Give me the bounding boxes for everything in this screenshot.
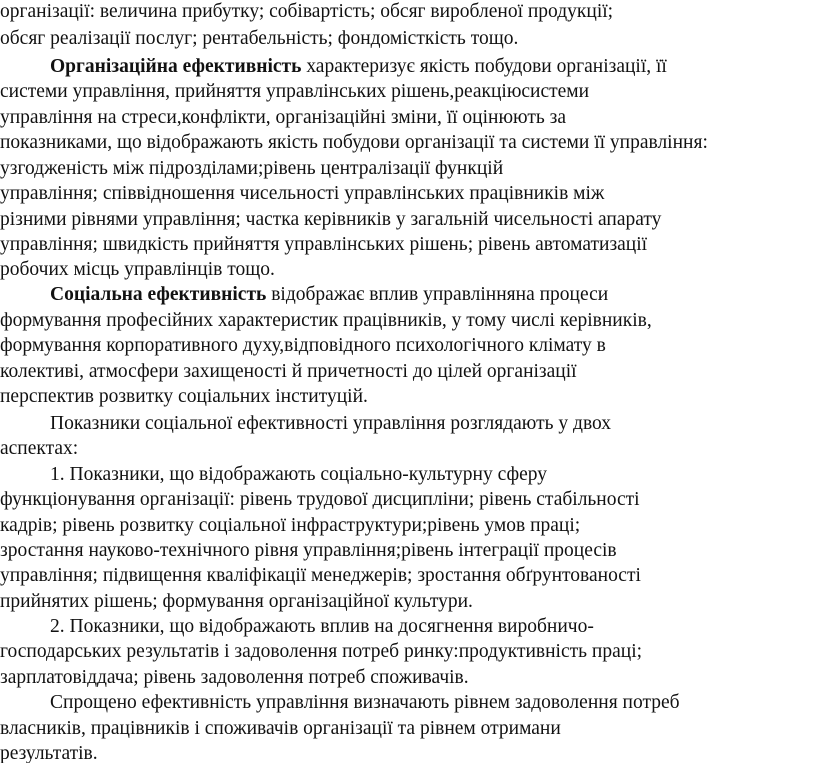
text-line: колективі, атмосфери захищеності й причетності до цілей організації [0,361,577,382]
text-span: характеризує якість побудови організації, її [301,56,667,77]
text-line: Показники соціальної ефективності управління розглядають у двох [50,413,612,434]
text-line: різними рівнями управління; частка керівників у загальній чисельності апарату [0,209,662,230]
text-line: прийнятих рішень; формування організаційної культури. [0,591,473,612]
text-line: формування професійних характеристик працівників, у тому числі керівників, [0,310,652,331]
text-line: зростання науково-технічного рівня управління;рівень інтеграції процесів [0,540,617,561]
list-item-2: 2. Показники, що відображають вплив на досягнення виробничо- [50,616,594,637]
text-line: узгодженість між підрозділами;рівень централізації функцій [0,158,504,179]
text-line: аспектах: [0,438,79,459]
text-line: функціонування організації: рівень трудової дисципліни; рівень стабільності [0,489,640,510]
text-line: кадрів; рівень розвитку соціальної інфраструктури;рівень умов праці; [0,515,581,536]
text-line: робочих місць управлінців тощо. [0,259,275,280]
text-line: управління; підвищення кваліфікації менеджерів; зростання обґрунтованості [0,565,641,586]
list-item-1: 1. Показники, що відображають соціально-культурну сферу [50,464,548,485]
text-line: власників, працівників і споживачів організації та рівнем отримани [0,718,561,739]
text-line: господарських результатів і задоволення потреб ринку:продуктивність праці; [0,641,643,662]
paragraph-org-efficiency [50,55,816,79]
text-line: обсяг реалізації послуг; рентабельність; фондомісткість тощо. [0,28,519,49]
text-line: зарплатовіддача; рівень задоволення потреб споживачів. [0,667,469,688]
term-org-efficiency: Організаційна ефективність [50,56,302,77]
text-line: організації: величина прибутку; собівартість; обсяг виробленої продукції; [0,1,614,22]
text-line: управління на стреси,конфлікти, організаційні зміни, її оцінюють за [0,107,566,128]
text-line: системи управління, прийняття управлінських рішень,реакціюсистеми [0,81,590,102]
text-span: відображає вплив управлінняна процеси [266,284,609,305]
text-line: показниками, що відображають якість побудови організації та системи її управління: [0,132,708,153]
text-line: Спрощено ефективність управління визначають рівнем задоволення потреб [50,692,680,713]
text-line: формування корпоративного духу,відповідного психологічного клімату в [0,335,606,356]
paragraph-social-efficiency [50,283,816,307]
term-social-efficiency: Соціальна ефективність [50,284,267,305]
text-line: управління; співвідношення чисельності управлінських працівників між [0,183,605,204]
text-line: перспектив розвитку соціальних інституцій. [0,386,368,407]
text-line: управління; швидкість прийняття управлінських рішень; рівень автоматизації [0,234,648,255]
text-line: результатів. [0,743,98,763]
